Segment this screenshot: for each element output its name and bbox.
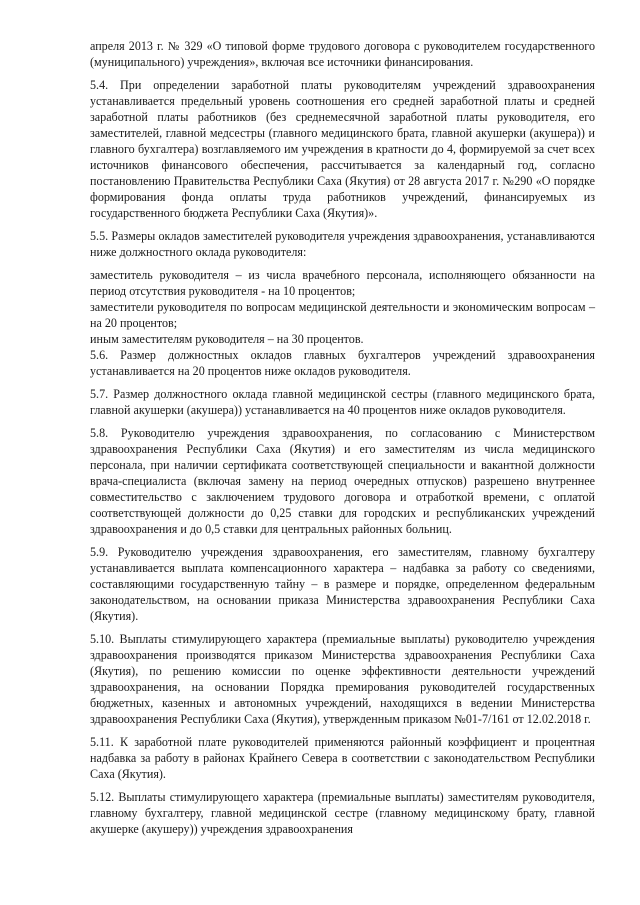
paragraph-5-4: 5.4. При определении заработной платы руководителям учреждений здравоохранения устанавливается предельный уровень соотношения его средней заработной платы и средней заработной платы работников (без среднемесячной заработной платы руководителя, его заместителей, главной медсестры (главного медицинского брата, главной акушерки (акушера)) и главного бухгалтера) возглавляемого им учреждения в кратности до 4, формируемой за счет всех источников финансового обеспечения, рассчитывается за календарный год, согласно постановлению Правительства Республики Саха (Якутия) от 28 августа 2017 г. №290 «О порядке формирования фонда оплаты труда работников учреждений, финансируемых из государственного бюджета Республики Саха (Якутия)». [90, 78, 595, 220]
paragraph-5-5-item-c: иным заместителям руководителя – на 30 процентов. [90, 332, 364, 346]
paragraph-5-7: 5.7. Размер должностного оклада главной медицинской сестры (главного медицинского брата, главной акушерки (акушера)) устанавливается на 40 процентов ниже окладов руководителя. [90, 387, 595, 417]
paragraph-5-12: 5.12. Выплаты стимулирующего характера (премиальные выплаты) заместителям руководителя, главному бухгалтеру, главной медицинской сестре (главному медицинскому брату, главной акушерке (акушеру)) учреждения здравоохранения [90, 790, 595, 836]
paragraph-intro: апреля 2013 г. № 329 «О типовой форме трудового договора с руководителем государственного (муниципального) учреждения», включая все источники финансирования. [90, 39, 595, 69]
document-body [90, 38, 595, 844]
paragraph-5-5: 5.5. Размеры окладов заместителей руководителя учреждения здравоохранения, устанавливаются ниже должностного оклада руководителя: [90, 229, 595, 259]
paragraph-5-5-item-b: заместители руководителя по вопросам медицинской деятельности и экономическим вопросам – на 20 процентов; [90, 300, 595, 330]
paragraph-5-6: 5.6. Размер должностных окладов главных бухгалтеров учреждений здравоохранения устанавливается на 20 процентов ниже окладов руководителя. [90, 348, 595, 378]
paragraph-5-9: 5.9. Руководителю учреждения здравоохранения, его заместителям, главному бухгалтеру устанавливается выплата компенсационного характера – надбавка за работу со сведениями, составляющими государственную тайну – в размере и порядке, определенном федеральным законодательством, на основании приказа Министерства здравоохранения Республики Саха (Якутия). [90, 545, 595, 623]
paragraph-5-5-item-a: заместитель руководителя – из числа врачебного персонала, исполняющего обязанности на период отсутствия руководителя - на 10 процентов; [90, 268, 595, 298]
paragraph-5-10: 5.10. Выплаты стимулирующего характера (премиальные выплаты) руководителю учреждения здравоохранения производятся приказом Министерства здравоохранения Республики Саха (Якутия), по решению комиссии по оценке эффективности деятельности учреждений здравоохранения, на основании Порядка премирования руководителей государственных бюджетных, казенных и автономных учреждений, находящихся в ведении Министерства здравоохранения Республики Саха (Якутия), утвержденным приказом №01-7/161 от 12.02.2018 г. [90, 632, 595, 726]
paragraph-5-11: 5.11. К заработной плате руководителей применяются районный коэффициент и процентная надбавка за работу в районах Крайнего Севера в соответствии с законодательством Республики Саха (Якутия). [90, 735, 595, 781]
paragraph-5-8: 5.8. Руководителю учреждения здравоохранения, по согласованию с Министерством здравоохранения Республики Саха (Якутия) и его заместителям из числа медицинского персонала, при наличии сертификата соответствующей специальности и вакантной должности врача-специалиста (включая замену на период очередных отпусков) разрешено внутреннее совместительство с заключением трудового договора и отработкой времени, с оплатой соответствующей должности до 0,25 ставки для городских и республиканских учреждений здравоохранения и до 0,5 ставки для центральных районных больниц. [90, 426, 595, 536]
